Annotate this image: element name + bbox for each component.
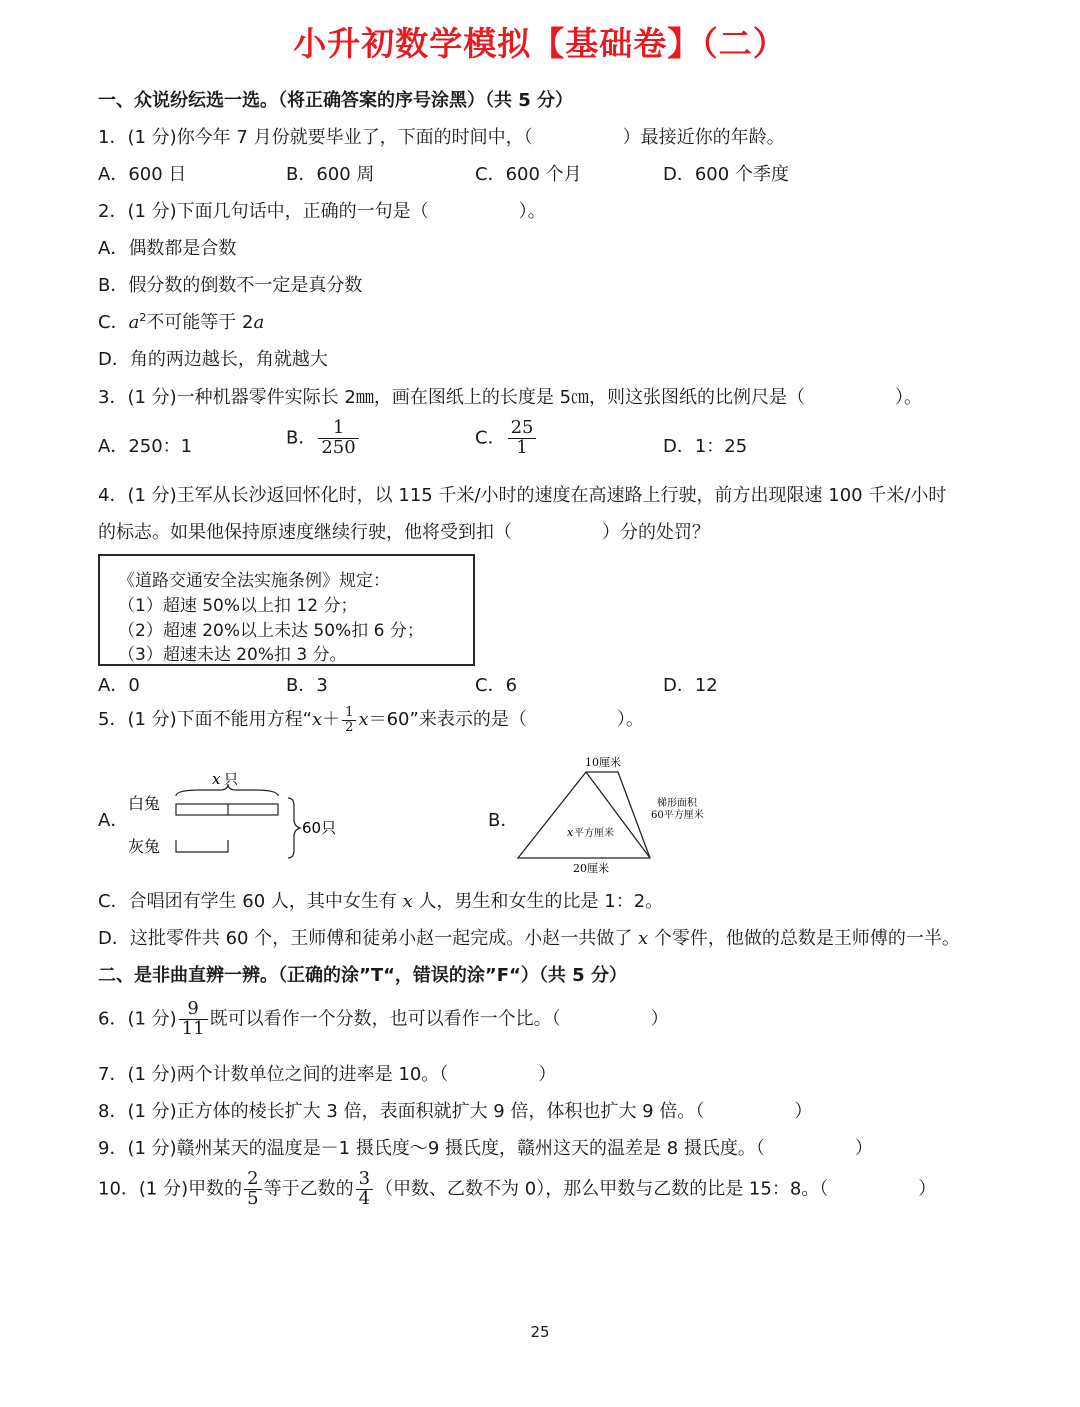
rules-title: 《道路交通安全法实施条例》规定： — [118, 571, 390, 591]
fraction-numerator: 3 — [356, 1170, 373, 1190]
traffic-rules-box — [98, 554, 475, 666]
fraction-numerator: 9 — [179, 1000, 208, 1020]
q4-option-d: D．12 — [663, 675, 718, 696]
fig-b-area-line2: 60平方厘米 — [651, 810, 704, 821]
fig-b-bottom-length: 20厘米 — [573, 862, 609, 875]
q6-post: 既可以看作一个分数，也可以看作一个比。（ ） — [209, 1008, 669, 1030]
q4-stem-line2: 的标志。如果他保持原速度继续行驶，他将受到扣（ ）分的处罚？ — [98, 522, 710, 543]
q3-option-c — [475, 419, 538, 458]
rule-1: （1）超速 50%以上扣 12 分； — [118, 596, 358, 616]
q5-option-d-pre: D．这批零件共 60 个，王师傅和徒弟小赵一起完成。小赵一共做了 — [98, 928, 633, 949]
q6 — [98, 1000, 669, 1039]
q6-pre: 6．(1 分) — [98, 1008, 177, 1030]
q3-option-d: D．1：25 — [663, 436, 748, 457]
q10-mid: 等于乙数的 — [263, 1178, 354, 1200]
q5-stem-pre: 5．(1 分)下面不能用方程“ — [98, 709, 312, 730]
q5-option-b-label: B． — [488, 810, 519, 831]
q10-post: （甲数、乙数不为 0），那么甲数与乙数的比是 15：8。（ ） — [375, 1178, 937, 1200]
q1-option-d: D．600 个季度 — [663, 164, 789, 185]
q1-option-b: B．600 周 — [286, 164, 375, 185]
fraction-numerator: 1 — [318, 419, 358, 439]
fraction-denominator: 5 — [247, 1187, 259, 1209]
q5-option-d — [98, 924, 960, 950]
fraction-denominator: 1 — [516, 436, 528, 458]
section-1-heading: 一、众说纷纭选一选。（将正确答案的序号涂黑）（共 5 分） — [98, 90, 574, 111]
fig-a-top-var: x — [212, 770, 221, 788]
fraction-denominator: 11 — [181, 1017, 205, 1039]
q10-fraction-1 — [244, 1170, 261, 1209]
q3-option-a: A．250：1 — [98, 436, 193, 457]
fig-a-total: 60只 — [302, 819, 337, 837]
q4-option-a: A．0 — [98, 675, 140, 696]
q7: 7．(1 分)两个计数单位之间的进率是 10。（ ） — [98, 1064, 557, 1085]
q2-option-c-var: a — [253, 312, 265, 333]
q1-stem: 1．(1 分)你今年 7 月份就要毕业了，下面的时间中，（ ）最接近你的年龄。 — [98, 127, 785, 148]
q5-option-c — [98, 887, 663, 913]
fig-a-gray-rabbit: 灰兔 — [128, 837, 161, 856]
q2-option-d: D．角的两边越长，角就越大 — [98, 349, 328, 370]
rule-2: （2）超速 20%以上未达 50%扣 6 分； — [118, 621, 424, 641]
q8: 8．(1 分)正方体的棱长扩大 3 倍，表面积就扩大 9 倍，体积也扩大 9 倍。（ ） — [98, 1101, 813, 1122]
fig-b-triangle-var: x — [567, 826, 574, 839]
page-number: 25 — [530, 1323, 550, 1341]
q5-eq-plus: ＋ — [322, 709, 341, 730]
q5-eq-fraction — [342, 706, 356, 734]
q3-option-b — [286, 419, 361, 458]
fig-b-top-length: 10厘米 — [585, 756, 621, 769]
q2-option-a: A．偶数都是合数 — [98, 238, 237, 259]
page-title: 小升初数学模拟【基础卷】（二） — [293, 24, 787, 63]
trapezoid-diagram — [510, 752, 730, 877]
q2-option-c-base: a — [128, 312, 140, 333]
section-2-heading: 二、是非曲直辨一辨。（正确的涂”T“，错误的涂”F“）（共 5 分） — [98, 965, 627, 986]
q10-pre: 10．(1 分)甲数的 — [98, 1178, 243, 1200]
rabbit-bar-diagram — [120, 762, 360, 867]
q5-option-d-var: x — [637, 928, 649, 949]
q6-fraction — [179, 1000, 208, 1039]
q3-option-b-fraction — [318, 419, 358, 458]
q5-stem — [98, 705, 644, 734]
q5-stem-rest: ＝60”来表示的是（ ）。 — [368, 709, 644, 730]
white-rabbit-bar — [176, 804, 278, 815]
q10-fraction-2 — [356, 1170, 373, 1209]
q5-option-c-pre: C．合唱团有学生 60 人，其中女生有 — [98, 891, 397, 912]
fraction-numerator: 2 — [244, 1170, 261, 1190]
fig-a-top-unit: 只 — [224, 772, 238, 788]
q4-stem-line1: 4．(1 分)王军从长沙返回怀化时，以 115 千米/小时的速度在高速路上行驶，前方出现限速 100 千米/小时 — [98, 485, 947, 506]
fraction-denominator: 250 — [321, 436, 356, 458]
gray-rabbit-bar — [176, 840, 228, 852]
q10 — [98, 1170, 936, 1209]
fig-b-area-line1: 梯形面积 — [657, 798, 697, 809]
q5-option-c-post: 人，男生和女生的比是 1：2。 — [418, 891, 664, 912]
q1-option-a: A．600 日 — [98, 164, 187, 185]
fig-b-triangle-unit: 平方厘米 — [574, 828, 614, 839]
fig-a-white-rabbit: 白兔 — [128, 794, 161, 813]
q4-option-b: B．3 — [286, 675, 328, 696]
q4-option-c: C．6 — [475, 675, 518, 696]
q2-option-c-text: 不可能等于 2 — [146, 312, 254, 333]
q2-stem: 2．(1 分)下面几句话中，正确的一句是（ ）。 — [98, 201, 546, 222]
q3-option-c-label: C． — [475, 427, 506, 449]
q5-option-a-label: A． — [98, 810, 129, 831]
q2-option-c-label: C． — [98, 312, 129, 333]
q2-option-c-exponent: 2 — [139, 311, 147, 324]
q1-option-c: C．600 个月 — [475, 164, 582, 185]
q5-option-c-var: x — [402, 891, 413, 912]
q5-option-d-post: 个零件，他做的总数是王师傅的一半。 — [653, 928, 960, 949]
fraction-denominator: 2 — [345, 719, 354, 735]
fraction-numerator: 25 — [508, 419, 537, 439]
fraction-denominator: 4 — [358, 1187, 371, 1209]
rule-3: （3）超速未达 20%扣 3 分。 — [118, 645, 347, 665]
q2-option-b: B．假分数的倒数不一定是真分数 — [98, 275, 363, 296]
q3-option-c-fraction — [508, 419, 537, 458]
q9: 9．(1 分)赣州某天的温度是－1 摄氏度～9 摄氏度，赣州这天的温差是 8 摄氏度。（ ） — [98, 1138, 873, 1159]
q5-eq-x1: x — [312, 709, 323, 730]
q5-eq-x2: x — [358, 709, 369, 730]
trapezoid-diagonal — [586, 772, 650, 858]
right-brace — [288, 798, 300, 858]
q3-stem: 3．(1 分)一种机器零件实际长 2㎜，画在图纸上的长度是 5㎝，则这张图纸的比例尺是（ ）。 — [98, 387, 923, 408]
q3-option-b-label: B． — [286, 427, 317, 449]
fraction-numerator: 1 — [342, 706, 356, 721]
trapezoid-shape — [518, 772, 650, 858]
q2-option-c — [98, 308, 264, 334]
